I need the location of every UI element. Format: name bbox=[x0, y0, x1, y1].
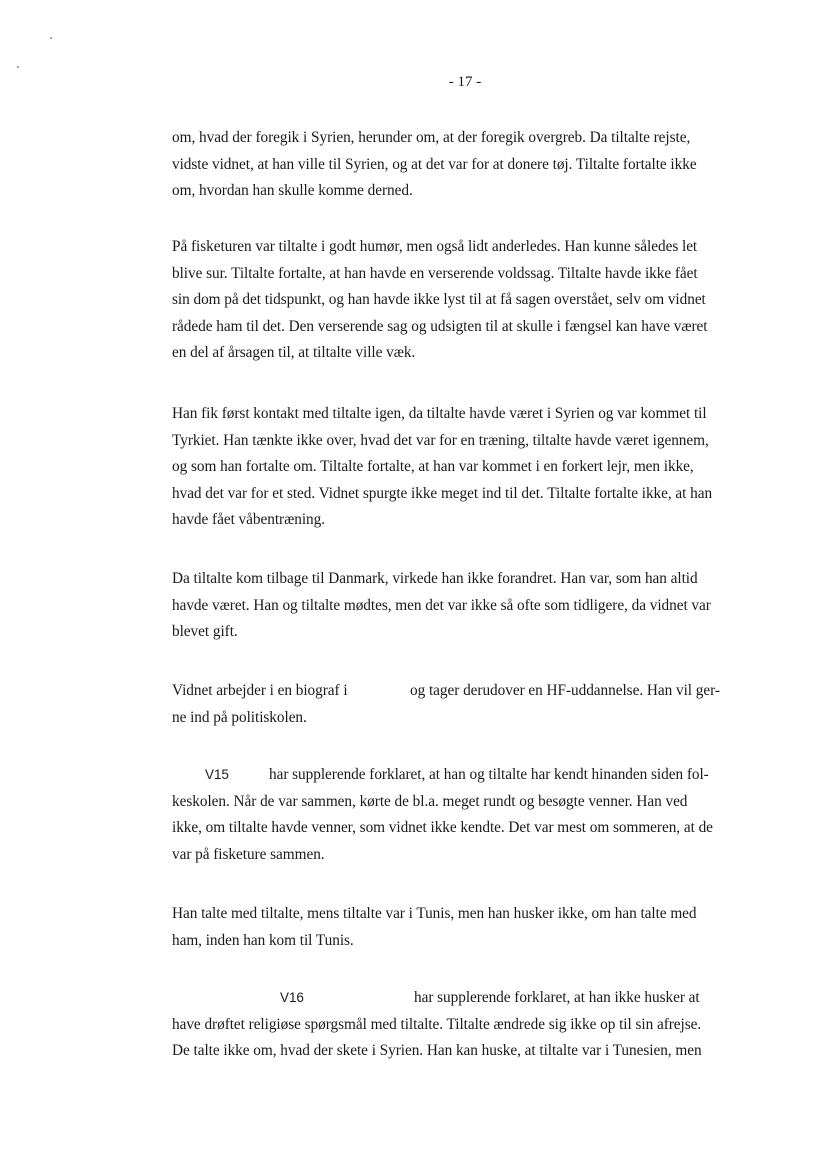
paragraph bbox=[172, 401, 762, 534]
paragraph bbox=[172, 566, 762, 646]
text-segment: har supplerende forklaret, at han ikke husker at bbox=[414, 989, 700, 1006]
text-line: Da tiltalte kom tilbage til Danmark, virkede han ikke forandret. Han var, som han altid bbox=[172, 570, 698, 587]
text-line: var på fisketure sammen. bbox=[172, 845, 325, 863]
paragraph bbox=[172, 234, 762, 367]
text-line bbox=[172, 678, 762, 705]
text-line: om, hvad der foregik i Syrien, herunder om, at der foregik overgreb. Da tiltalte rejste, bbox=[172, 129, 691, 146]
paragraph bbox=[172, 901, 762, 954]
witness-tag: V16 bbox=[280, 990, 304, 1005]
text-line: havde fået våbentræning. bbox=[172, 511, 325, 529]
text-line bbox=[172, 985, 762, 1012]
text-line: og som han fortalte om. Tiltalte fortalte, at han var kommet i en forkert lejr, men ikke, bbox=[172, 458, 694, 476]
text-line: ne ind på politiskolen. bbox=[172, 708, 307, 726]
paragraph bbox=[172, 125, 762, 205]
text-line: hvad det var for et sted. Vidnet spurgte ikke meget ind til det. Tiltalte fortalte ikke, at han bbox=[172, 484, 713, 502]
scan-speck bbox=[50, 37, 52, 39]
text-line: ikke, om tiltalte havde venner, som vidnet ikke kendte. Det var mest om sommeren, at de bbox=[172, 819, 713, 837]
text-line: blive sur. Tiltalte fortalte, at han havde en verserende voldssag. Tiltalte havde ikke fået bbox=[172, 264, 698, 282]
paragraph bbox=[172, 762, 762, 868]
text-segment: Vidnet arbejder i en biograf i bbox=[172, 682, 348, 699]
text-line: Han talte med tiltalte, mens tiltalte var i Tunis, men han husker ikke, om han talte med bbox=[172, 905, 697, 922]
text-line: Han fik først kontakt med tiltalte igen, da tiltalte havde været i Syrien og var kommet til bbox=[172, 405, 707, 422]
text-segment: har supplerende forklaret, at han og tiltalte har kendt hinanden siden fol- bbox=[269, 766, 709, 783]
text-segment: og tager derudover en HF-uddannelse. Han vil ger- bbox=[410, 682, 720, 699]
page-number: - 17 - bbox=[448, 74, 482, 90]
text-line: keskolen. Når de var sammen, kørte de bl.a. meget rundt og besøgte venner. Han ved bbox=[172, 792, 688, 810]
text-line: ham, inden han kom til Tunis. bbox=[172, 931, 354, 949]
text-line: sin dom på det tidspunkt, og han havde ikke lyst til at få sagen overstået, selv om vidnet bbox=[172, 291, 706, 309]
text-line: Tyrkiet. Han tænkte ikke over, hvad det var for en træning, tiltalte havde været igennem, bbox=[172, 431, 709, 449]
text-line: På fisketuren var tiltalte i godt humør, men også lidt anderledes. Han kunne således let bbox=[172, 238, 698, 255]
text-line bbox=[172, 762, 762, 789]
paragraph bbox=[172, 985, 762, 1065]
paragraph bbox=[172, 678, 762, 731]
text-line: en del af årsagen til, at tiltalte ville væk. bbox=[172, 344, 416, 362]
text-line: rådede ham til det. Den verserende sag og udsigten til at skulle i fængsel kan have været bbox=[172, 317, 708, 335]
text-line: blevet gift. bbox=[172, 623, 238, 641]
text-line: De talte ikke om, hvad der skete i Syrien. Han kan huske, at tiltalte var i Tunesien, men bbox=[172, 1042, 702, 1060]
text-line: om, hvordan han skulle komme derned. bbox=[172, 182, 413, 200]
text-line: havde været. Han og tiltalte mødtes, men det var ikke så ofte som tidligere, da vidnet var bbox=[172, 596, 711, 614]
witness-tag: V15 bbox=[205, 767, 229, 782]
scan-speck bbox=[17, 66, 19, 68]
text-line: vidste vidnet, at han ville til Syrien, og at det var for at donere tøj. Tiltalte fortalte ikke bbox=[172, 155, 697, 173]
text-line: have drøftet religiøse spørgsmål med tiltalte. Tiltalte ændrede sig ikke op til sin afrejse. bbox=[172, 1015, 702, 1033]
